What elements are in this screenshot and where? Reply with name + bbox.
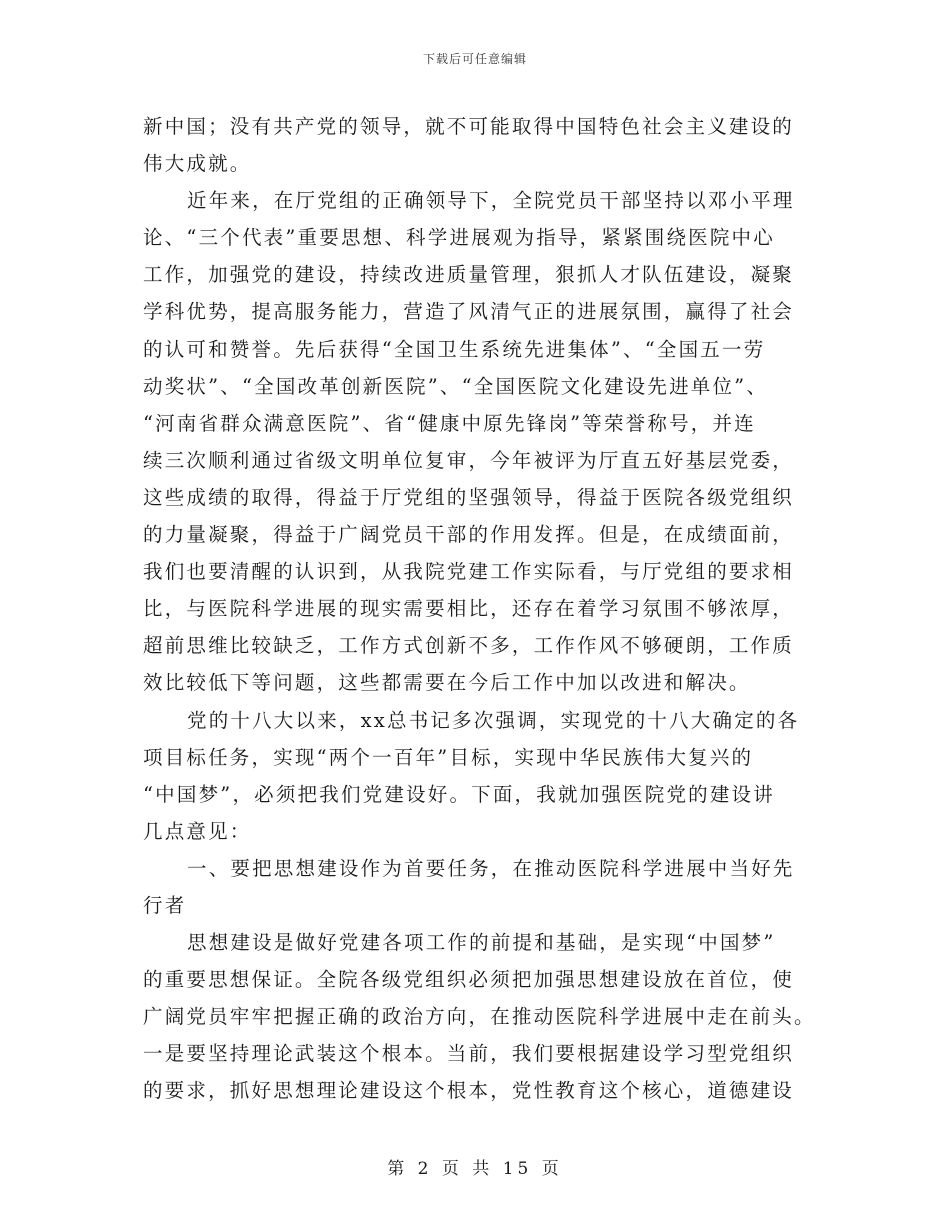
body-text-line: 比，与医院科学进展的现实需要相比，还存在着学习氛围不够浓厚， (143, 597, 795, 621)
body-text-line: 学科优势，提高服务能力，营造了风清气正的进展氛围，赢得了社会 (143, 300, 795, 324)
body-text-line: 党的十八大以来，xx总书记多次强调，实现党的十八大确定的各 (187, 708, 800, 732)
body-text-line: 动奖状”、“全国改革创新医院”、“全国医院文化建设先进单位”、 (143, 374, 769, 398)
body-text-line: 的认可和赞誉。先后获得“全国卫生系统先进集体”、“全国五一劳 (143, 337, 766, 361)
body-text-line: 一、要把思想建设作为首要任务，在推动医院科学进展中当好先 (187, 856, 795, 880)
page-header-note: 下载后可任意编辑 (422, 52, 527, 66)
body-text-line: 工作，加强党的建设，持续改进质量管理，狠抓人才队伍建设，凝聚 (143, 263, 795, 287)
body-text-line: 论、“三个代表”重要思想、科学进展观为指导，紧紧围绕医院中心 (143, 226, 775, 250)
body-text-line: 思想建设是做好党建各项工作的前提和基础，是实现“中国梦” (187, 931, 776, 955)
body-text-line: 的力量凝聚，得益于广阔党员干部的作用发挥。但是，在成绩面前， (143, 523, 795, 547)
body-text-line: 超前思维比较缺乏，工作方式创新不多，工作作风不够硬朗，工作质 (143, 634, 795, 658)
body-text-line: 几点意见： (143, 819, 252, 843)
document-body (143, 108, 816, 1110)
body-text-line: 广阔党员牢牢把握正确的政治方向，在推动医院科学进展中走在前头。 (143, 1005, 816, 1029)
body-text-line: 行者 (143, 893, 187, 917)
page-number-footer: 第 2 页 共 15 页 (387, 1159, 563, 1179)
body-text-line: 这些成绩的取得，得益于厅党组的坚强领导，得益于医院各级党组织 (143, 485, 795, 509)
body-text-line: 新中国；没有共产党的领导，就不可能取得中国特色社会主义建设的 (143, 115, 795, 138)
body-text-line: 效比较低下等问题，这些都需要在今后工作中加以改进和解决。 (143, 671, 751, 695)
body-text-line: 项目标任务，实现“两个一百年”目标，实现中华民族伟大复兴的 (143, 745, 754, 769)
body-text-line: 近年来，在厅党组的正确领导下，全院党员干部坚持以邓小平理 (187, 189, 795, 213)
body-text-line: 伟大成就。 (143, 152, 252, 176)
body-text-line: “中国梦”，必须把我们党建设好。下面，我就加强医院党的建设讲 (143, 782, 775, 806)
body-text-line: 我们也要清醒的认识到，从我院党建工作实际看，与厅党组的要求相 (143, 560, 795, 584)
body-text-line: “河南省群众满意医院”、省“健康中原先锋岗”等荣誉称号，并连 (143, 411, 756, 435)
body-text-line: 一是要坚持理论武装这个根本。当前，我们要根据建设学习型党组织 (143, 1042, 795, 1066)
body-text-line: 续三次顺利通过省级文明单位复审，今年被评为厅直五好基层党委， (143, 448, 795, 472)
body-text-line: 的重要思想保证。全院各级党组织必须把加强思想建设放在首位，使 (143, 968, 795, 992)
body-text-line: 的要求，抓好思想理论建设这个根本，党性教育这个核心，道德建设 (143, 1079, 795, 1103)
